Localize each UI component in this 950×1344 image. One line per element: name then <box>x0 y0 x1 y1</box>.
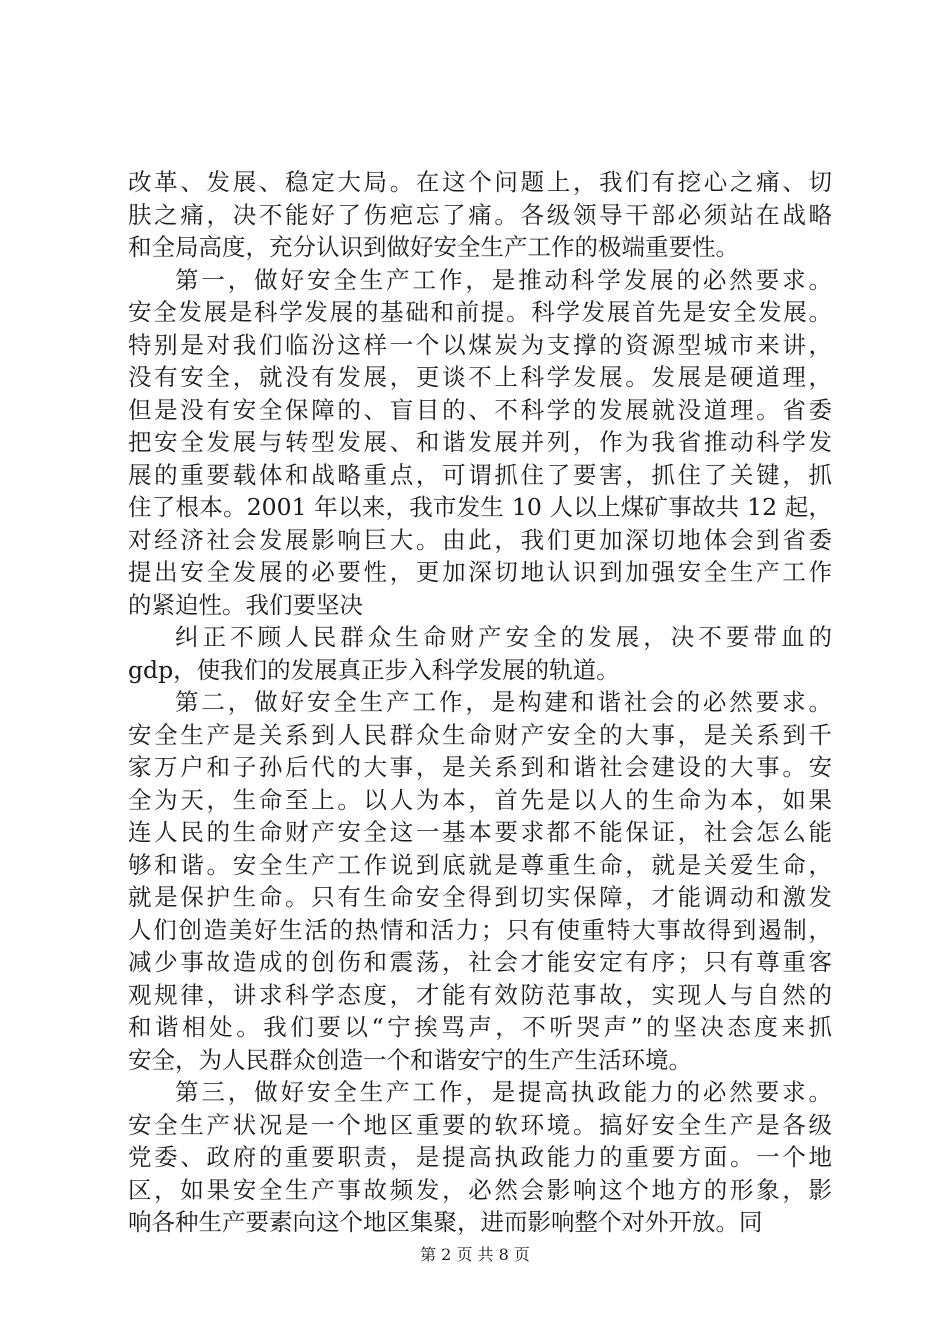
paragraph <box>128 1076 832 1239</box>
text-line: 全为天，生命至上。以人为本，首先是以人的生命为本，如果 <box>128 785 832 814</box>
text-line: 没有安全，就没有发展，更谈不上科学发展。发展是硬道理， <box>128 363 832 391</box>
text-line: 减少事故造成的创伤和震荡，社会才能安定有序；只有尊重客 <box>128 948 832 976</box>
text-line: 安全生产状况是一个地区重要的软环境。搞好安全生产是各级 <box>128 1110 832 1139</box>
text-line: 和全局高度，充分认识到做好安全生产工作的极端重要性。 <box>128 233 739 261</box>
text-line: 区，如果安全生产事故频发，必然会影响这个地方的形象，影 <box>128 1175 832 1204</box>
text-line: 安全生产是关系到人民群众生命财产安全的大事，是关系到千 <box>128 720 832 749</box>
text-line: 第二，做好安全生产工作，是构建和谐社会的必然要求。 <box>175 688 832 716</box>
text-line: 第一，做好安全生产工作，是推动科学发展的必然要求。 <box>175 265 832 294</box>
text-line: 特别是对我们临汾这样一个以煤炭为支撑的资源型城市来讲， <box>128 330 832 359</box>
text-line: 人们创造美好生活的热情和活力；只有使重特大事故得到遏制， <box>128 915 832 944</box>
paragraph <box>128 166 832 264</box>
text-line: 把安全发展与转型发展、和谐发展并列，作为我省推动科学发 <box>128 428 832 456</box>
paragraph <box>128 686 832 1076</box>
text-line: 肤之痛，决不能好了伤疤忘了痛。各级领导干部必须站在战略 <box>128 200 832 229</box>
text-line: 连人民的生命财产安全这一基本要求都不能保证，社会怎么能 <box>128 818 832 846</box>
text-line: 纠正不顾人民群众生命财产安全的发展，决不要带血的 <box>175 623 832 651</box>
paragraph <box>128 621 832 686</box>
text-line: 和谐相处。我们要以“宁挨骂声，不听哭声”的坚决态度来抓 <box>128 1013 832 1041</box>
text-line: 但是没有安全保障的、盲目的、不科学的发展就没道理。省委 <box>128 395 832 424</box>
text-line: 安全，为人民群众创造一个和谐安宁的生产生活环境。 <box>128 1045 692 1074</box>
text-line: 就是保护生命。只有生命安全得到切实保障，才能调动和激发 <box>128 883 832 911</box>
text-line: 党委、政府的重要职责，是提高执政能力的重要方面。一个地 <box>128 1143 832 1171</box>
text-line: 展的重要载体和战略重点，可谓抓住了要害，抓住了关键，抓 <box>128 460 832 489</box>
text-line: 安全发展是科学发展的基础和前提。科学发展首先是安全发展。 <box>128 298 832 326</box>
text-line: 提出安全发展的必要性，更加深切地认识到加强安全生产工作 <box>128 558 832 586</box>
text-line: 改革、发展、稳定大局。在这个问题上，我们有挖心之痛、切 <box>128 168 832 196</box>
text-line: 响各种生产要素向这个地区集聚，进而影响整个对外开放。同 <box>128 1208 763 1236</box>
text-line: 对经济社会发展影响巨大。由此，我们更加深切地体会到省委 <box>128 525 832 554</box>
text-line: 的紧迫性。我们要坚决 <box>128 590 363 619</box>
text-line: 家万户和子孙后代的大事，是关系到和谐社会建设的大事。安 <box>128 753 832 781</box>
text-line: 第三，做好安全生产工作，是提高执政能力的必然要求。 <box>175 1078 832 1106</box>
text-line: 住了根本。2001 年以来，我市发生 10 人以上煤矿事故共 12 起， <box>128 493 832 521</box>
paragraph <box>128 264 832 622</box>
document-body <box>128 166 832 1239</box>
text-line: 够和谐。安全生产工作说到底就是尊重生命，就是关爱生命， <box>128 850 832 879</box>
page-footer: 第 2 页 共 8 页 <box>420 1245 530 1264</box>
text-line: gdp，使我们的发展真正步入科学发展的轨道。 <box>128 655 620 684</box>
text-line: 观规律，讲求科学态度，才能有效防范事故，实现人与自然的 <box>128 980 832 1009</box>
